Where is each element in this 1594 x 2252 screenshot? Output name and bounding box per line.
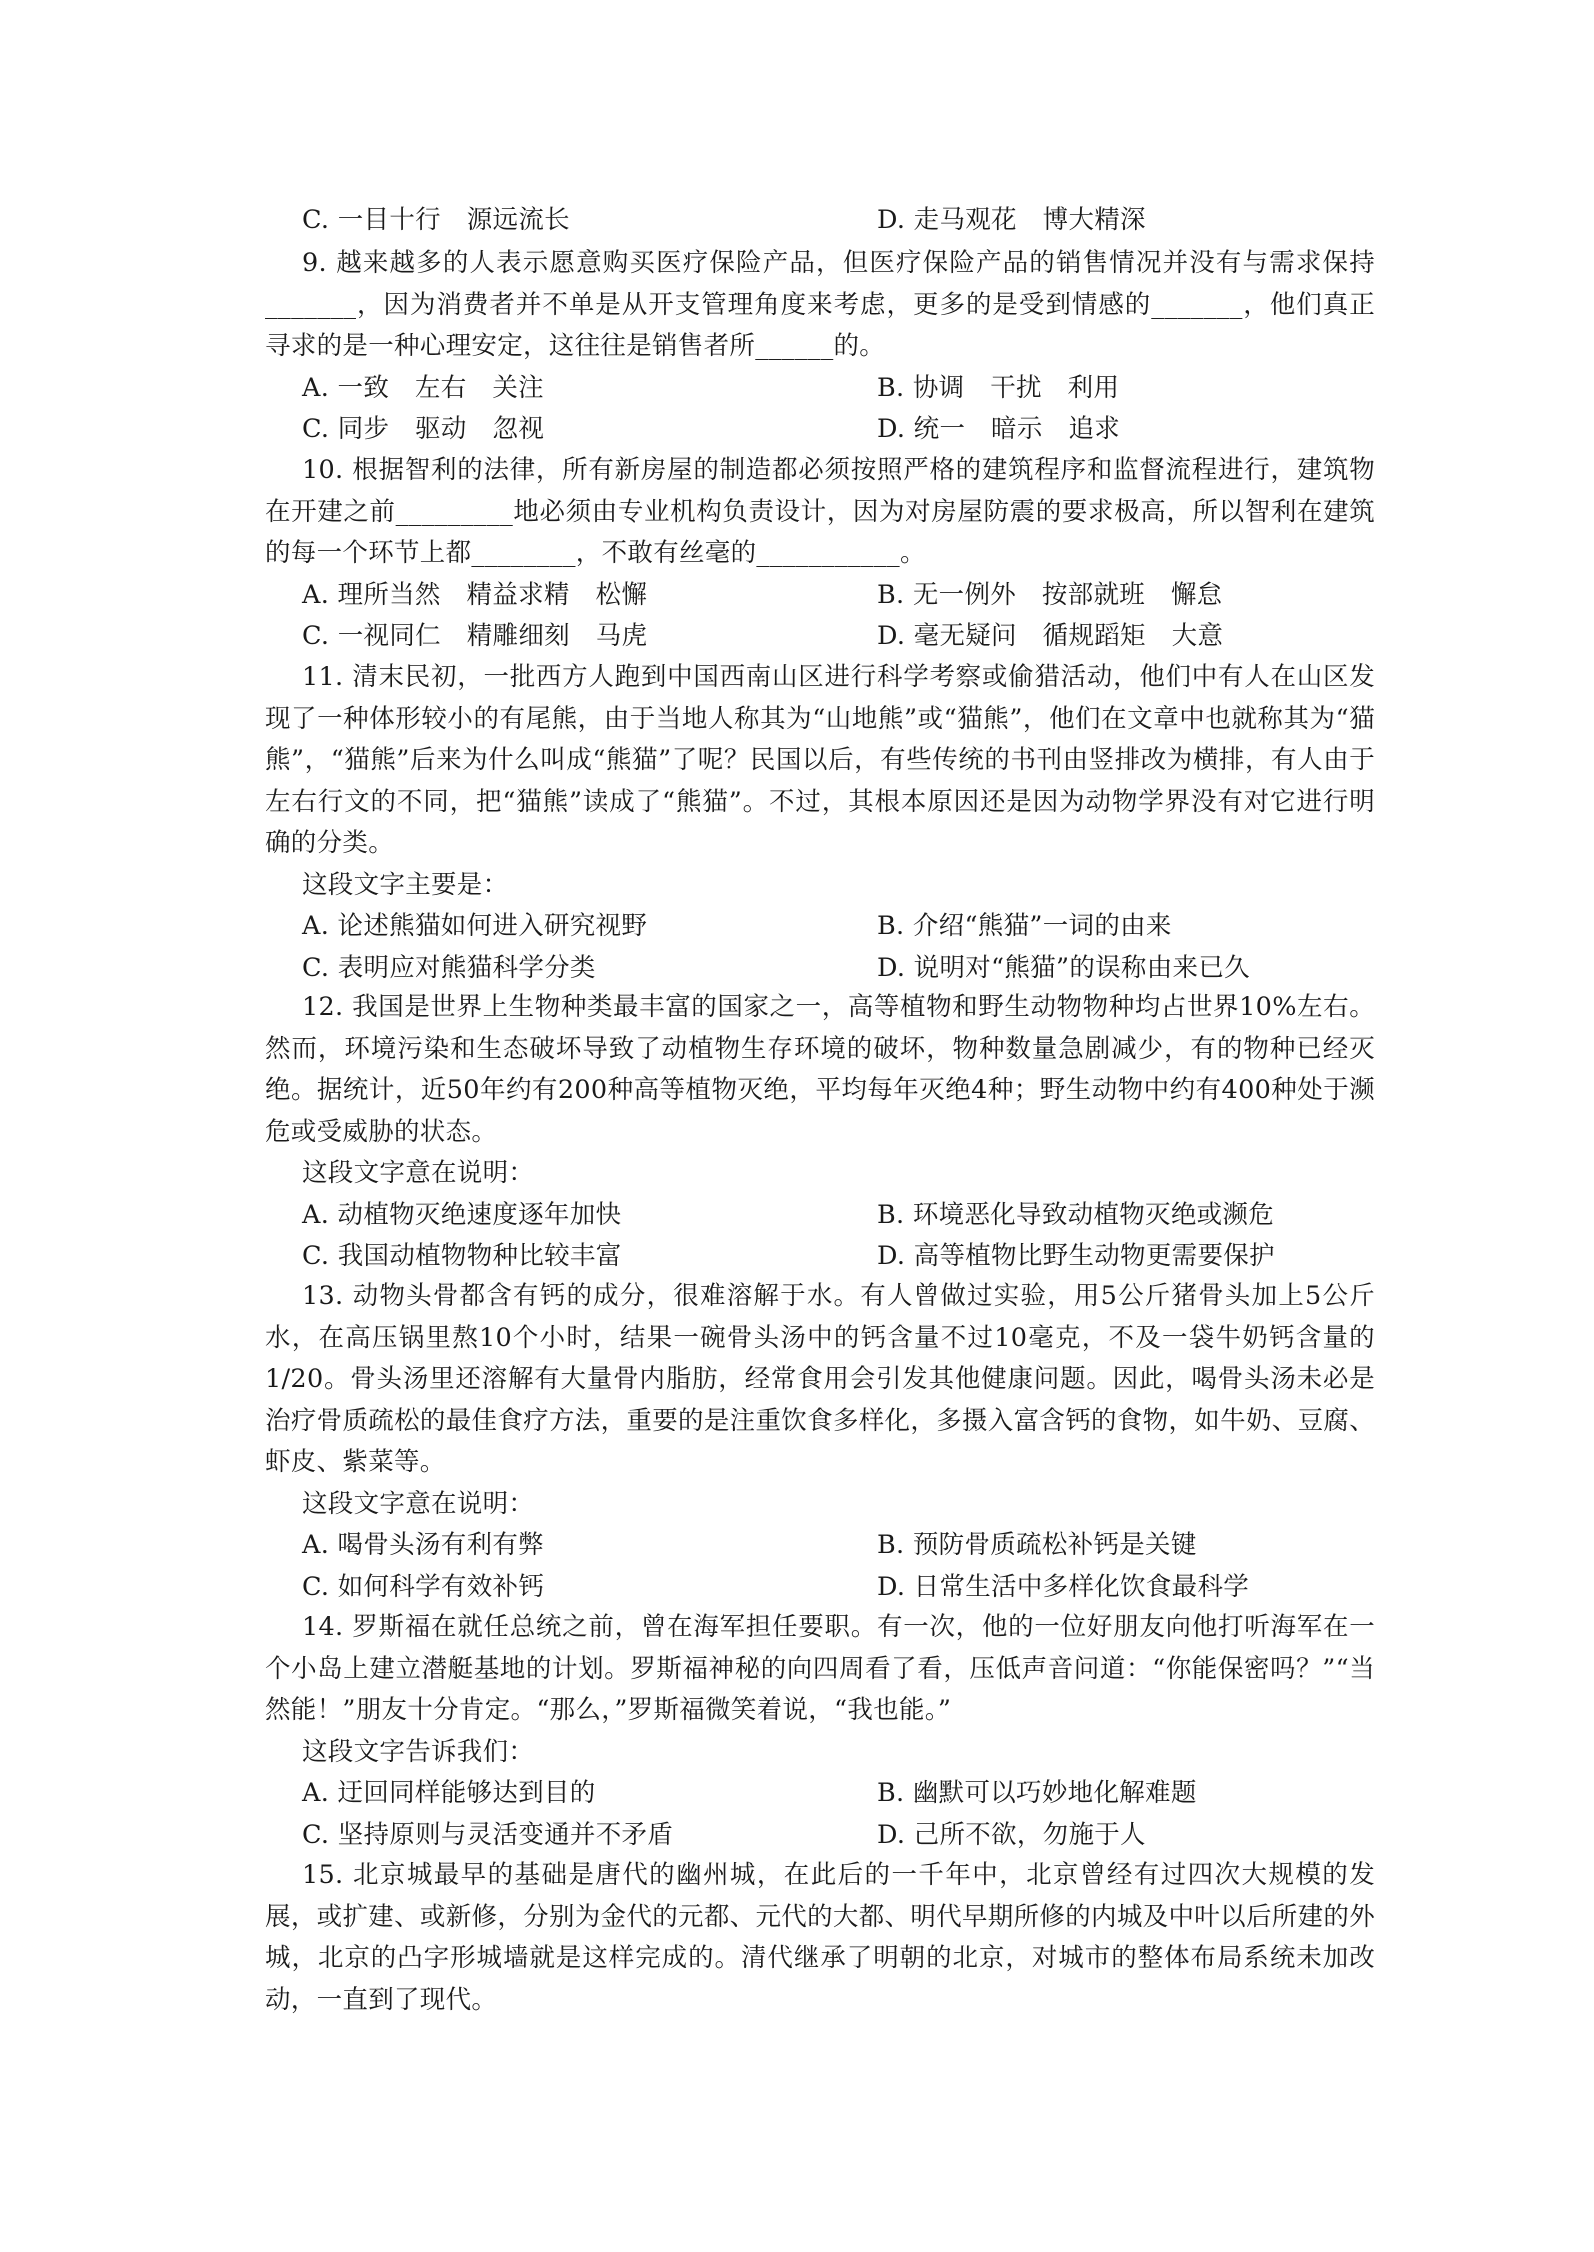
- option-c: C. 一目十行 源远流长: [302, 205, 570, 235]
- options-row: [265, 1567, 1375, 1609]
- options-row: [265, 200, 1375, 242]
- option-c: C. 同步 驱动 忽视: [302, 414, 545, 444]
- option-d: D. 走马观花 博大精深: [877, 205, 1146, 235]
- question-12: [265, 987, 1375, 1278]
- question-13: [265, 1276, 1375, 1608]
- options-row: [265, 575, 1375, 617]
- option-c: C. 坚持原则与灵活变通并不矛盾: [302, 1819, 674, 1850]
- option-d: D. 说明对“熊猫”的误称由来已久: [877, 952, 1250, 983]
- option-b: B. 介绍“熊猫”一词的由来: [877, 911, 1172, 941]
- question-text: 15. 北京城最早的基础是唐代的幽州城，在此后的一千年中，北京曾经有过四次大规模的发展，或扩建、或新修，分别为金代的元都、元代的大都、明代早期所修的内城及中叶以后所建的外城，北京的凸字形城墙就是这样完成的。清代继承了明朝的北京，对城市的整体布局系统未加改动，一直到了现代。: [265, 1860, 1375, 2015]
- question-9: [265, 243, 1375, 451]
- option-b: B. 幽默可以巧妙地化解难题: [877, 1778, 1197, 1808]
- options-row: [265, 906, 1375, 948]
- options-row: [265, 1236, 1375, 1278]
- option-d: D. 毫无疑问 循规蹈矩 大意: [877, 621, 1224, 651]
- question-text: 14. 罗斯福在就任总统之前，曾在海军担任要职。有一次，他的一位好朋友向他打听海军在一个小岛上建立潜艇基地的计划。罗斯福神秘的向四周看了看，压低声音问道：“你能保密吗？”“当然能！”朋友十分肯定。“那么，”罗斯福微笑着说，“我也能。”: [265, 1612, 1375, 1725]
- question-10: [265, 450, 1375, 658]
- option-a: A. 动植物灭绝速度逐年加快: [302, 1199, 622, 1230]
- option-c: C. 我国动植物物种比较丰富: [302, 1241, 622, 1271]
- option-a: A. 论述熊猫如何进入研究视野: [302, 911, 648, 941]
- option-a: A. 理所当然 精益求精 松懈: [302, 579, 648, 610]
- question-text: 12. 我国是世界上生物种类最丰富的国家之一，高等植物和野生动物物种均占世界10%左右。然而，环境污染和生态破坏导致了动植物生存环境的破坏，物种数量急剧减少，有的物种已经灭绝。据统计，近50年约有200种高等植物灭绝，平均每年灭绝4种；野生动物中约有400种处于濒危或受威胁的状态。: [265, 992, 1375, 1147]
- question-stem: 这段文字意在说明：: [302, 1158, 535, 1188]
- question-stem: 这段文字主要是：: [302, 869, 509, 900]
- question-text: 9. 越来越多的人表示愿意购买医疗保险产品，但医疗保险产品的销售情况并没有与需求保持_______，因为消费者并不单是从开支管理角度来考虑，更多的是受到情感的_______，他们真正寻求的是一种心理安定，这往往是销售者所______的。: [265, 248, 1375, 361]
- question-stem: 这段文字告诉我们：: [302, 1736, 535, 1767]
- option-d: D. 统一 暗示 追求: [877, 414, 1121, 444]
- question-14: [265, 1607, 1375, 1856]
- question-15: [265, 1855, 1375, 2021]
- options-row: [265, 1195, 1375, 1237]
- question-stem: 这段文字意在说明：: [302, 1488, 535, 1519]
- options-row: [265, 1815, 1375, 1857]
- option-d: D. 日常生活中多样化饮食最科学: [877, 1571, 1250, 1602]
- options-row: [265, 616, 1375, 658]
- option-b: B. 无一例外 按部就班 懈怠: [877, 579, 1223, 610]
- options-row: [265, 409, 1375, 451]
- question-8-tail: [265, 200, 1375, 242]
- question-11: [265, 657, 1375, 989]
- option-d: D. 高等植物比野生动物更需要保护: [877, 1241, 1275, 1271]
- options-row: [265, 948, 1375, 990]
- question-text: 10. 根据智利的法律，所有新房屋的制造都必须按照严格的建筑程序和监督流程进行，建筑物在开建之前_________地必须由专业机构负责设计，因为对房屋防震的要求极高，所以智利在建筑的每一个环节上都________，不敢有丝毫的___________。: [265, 455, 1375, 568]
- question-text: 11. 清末民初，一批西方人跑到中国西南山区进行科学考察或偷猎活动，他们中有人在山区发现了一种体形较小的有尾熊，由于当地人称其为“山地熊”或“猫熊”，他们在文章中也就称其为“猫熊”，“猫熊”后来为什么叫成“熊猫”了呢？民国以后，有些传统的书刊由竖排改为横排，有人由于左右行文的不同，把“猫熊”读成了“熊猫”。不过，其根本原因还是因为动物学界没有对它进行明确的分类。: [265, 662, 1375, 858]
- option-c: C. 表明应对熊猫科学分类: [302, 952, 596, 983]
- question-text: 13. 动物头骨都含有钙的成分，很难溶解于水。有人曾做过实验，用5公斤猪骨头加上5公斤水，在高压锅里熬10个小时，结果一碗骨头汤中的钙含量不过10毫克，不及一袋牛奶钙含量的1/20。骨头汤里还溶解有大量骨内脂肪，经常食用会引发其他健康问题。因此，喝骨头汤未必是治疗骨质疏松的最佳食疗方法，重要的是注重饮食多样化，多摄入富含钙的食物，如牛奶、豆腐、虾皮、紫菜等。: [265, 1281, 1375, 1477]
- option-a: A. 一致 左右 关注: [302, 372, 544, 403]
- option-b: B. 协调 干扰 利用: [877, 372, 1120, 403]
- option-b: B. 预防骨质疏松补钙是关键: [877, 1530, 1197, 1560]
- options-row: [265, 1525, 1375, 1567]
- options-row: [265, 1773, 1375, 1815]
- option-b: B. 环境恶化导致动植物灭绝或濒危: [877, 1199, 1275, 1230]
- option-c: C. 如何科学有效补钙: [302, 1571, 545, 1602]
- option-a: A. 迂回同样能够达到目的: [302, 1778, 596, 1808]
- option-d: D. 己所不欲，勿施于人: [877, 1819, 1146, 1850]
- options-row: [265, 368, 1375, 410]
- option-a: A. 喝骨头汤有利有弊: [302, 1530, 544, 1560]
- option-c: C. 一视同仁 精雕细刻 马虎: [302, 621, 648, 651]
